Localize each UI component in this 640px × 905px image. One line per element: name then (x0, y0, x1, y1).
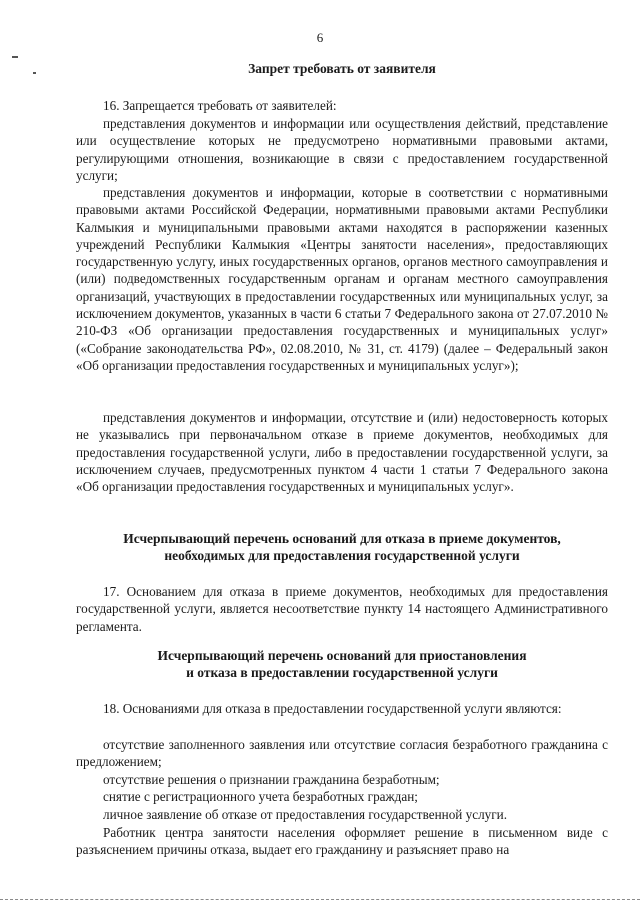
paragraph-18-worker: Работник центра занятости населения оформляет решение в письменном виде с разъяснением причины отказа, выдает его гражданину и разъясняет право на (76, 825, 608, 858)
paragraph-16-intro: 16. Запрещается требовать от заявителей: (103, 98, 337, 113)
paragraph-18-item-1: отсутствие заполненного заявления или отсутствие согласия безработного гражданина с предложением; (76, 737, 608, 770)
paragraph-17: 17. Основанием для отказа в приеме документов, необходимых для предоставления государственной услуги, является несоответствие пункту 14 настоящего Административного регламента. (76, 584, 608, 634)
heading-line: Исчерпывающий перечень оснований для отказа в приеме документов, (123, 531, 561, 546)
paragraph-18-item-3: снятие с регистрационного учета безработных граждан; (103, 789, 418, 804)
margin-mark (33, 72, 36, 74)
heading-line: Запрет требовать от заявителя (248, 61, 436, 76)
paragraph-18-intro: 18. Основаниями для отказа в предоставлении государственной услуги являются: (103, 701, 562, 716)
heading-line: и отказа в предоставлении государственной услуги (186, 665, 498, 680)
paragraph-16-item-2: представления документов и информации, которые в соответствии с нормативными правовыми актами Российской Федерации, нормативными правовыми актами Республики Калмыкия и муниципальными правовыми актами находятся в распоряжении казенных учреждений Республики Калмыкия «Центры занятости населения», предоставляющих государственную услугу, иных государственных органов, органов местного самоуправления и (или) подведомственных государственным органам и органам местного самоуправления организаций, участвующих в предоставлении государственных или муниципальных услуг, за исключением документов, указанных в части 6 статьи 7 Федерального закона от 27.07.2010 № 210-ФЗ «Об организации предоставления государственных и муниципальных услуг» («Собрание законодательства РФ», 02.08.2010, № 31, ст. 4179) (далее – Федеральный закон «Об организации предоставления государственных и муниципальных услуг»); (76, 185, 608, 373)
page-bottom-edge (0, 899, 640, 900)
section-heading-refusal-documents (76, 530, 608, 564)
paragraph-16-item-1: представления документов и информации или осуществления действий, представление или осуществление которых не предусмотрено нормативными правовыми актами, регулирующими отношения, возникающие в связи с предоставлением государственной услуги; (76, 116, 608, 183)
page-number: 6 (316, 30, 324, 45)
section-heading-refusal-service (76, 647, 608, 681)
margin-mark (12, 56, 18, 58)
paragraph-18-item-4: личное заявление об отказе от предоставления государственной услуги. (103, 807, 508, 822)
paragraph-18-item-2: отсутствие решения о признании гражданина безработным; (103, 772, 440, 787)
heading-line: Исчерпывающий перечень оснований для приостановления (157, 648, 527, 663)
section-heading-prohibition (76, 60, 608, 77)
paragraph-16-item-3: представления документов и информации, отсутствие и (или) недостоверность которых не указывались при первоначальном отказе в приеме документов, необходимых для предоставления государственной услуги, либо в предоставлении государственной услуги, за исключением случаев, предусмотренных пунктом 4 части 1 статьи 7 Федерального закона «Об организации предоставления государственных и муниципальных услуг». (76, 410, 608, 495)
heading-line: необходимых для предоставления государственной услуги (164, 548, 520, 563)
